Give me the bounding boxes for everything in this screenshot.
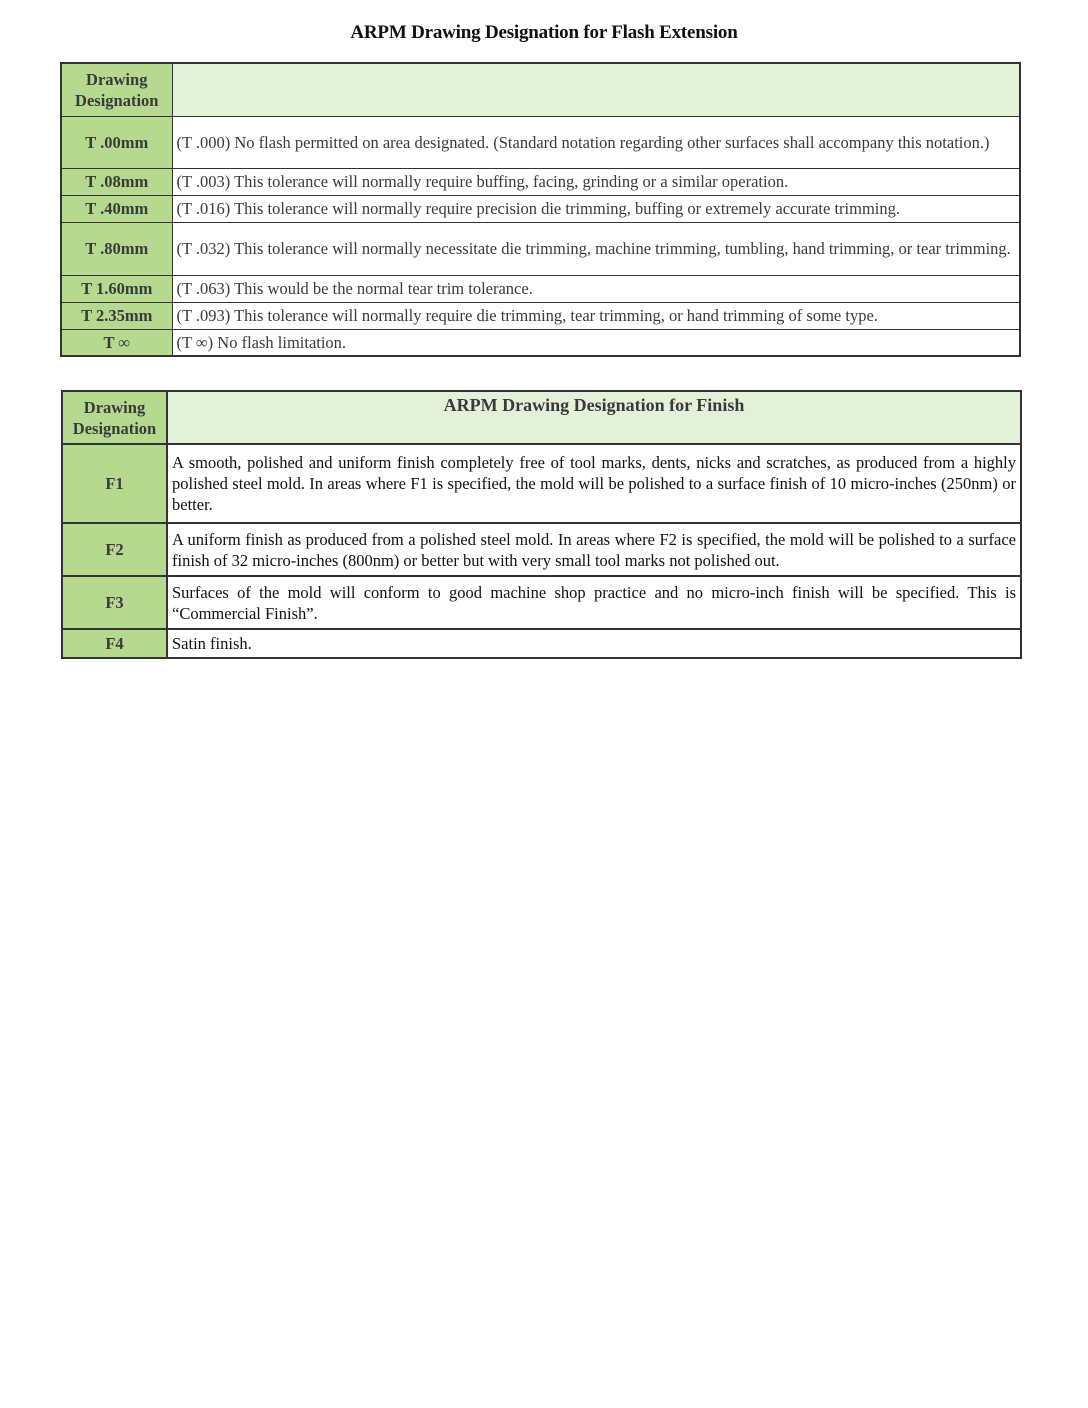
description-cell: (T .063) This would be the normal tear trim tolerance. — [172, 275, 1020, 302]
table-row — [61, 329, 1020, 356]
description-cell: A smooth, polished and uniform finish completely free of tool marks, dents, nicks and scratches, as produced from a highly polished steel mold. In areas where F1 is specified, the mold will be polished to a surface finish of 10 micro-inches (250nm) or better. — [167, 444, 1021, 523]
page-title: ARPM Drawing Designation for Flash Extension — [350, 22, 738, 43]
designation-cell: T .08mm — [61, 168, 172, 195]
designation-cell: F3 — [62, 576, 167, 629]
designation-cell: T .00mm — [61, 116, 172, 168]
description-cell: (T .093) This tolerance will normally require die trimming, tear trimming, or hand trimming of some type. — [172, 302, 1020, 329]
table-row — [61, 275, 1020, 302]
table-header-row — [62, 391, 1021, 444]
description-cell: Satin finish. — [167, 629, 1021, 658]
table-row — [61, 222, 1020, 275]
drawing-designation-header: Drawing Designation — [62, 391, 167, 444]
designation-cell: T ∞ — [61, 329, 172, 356]
description-cell: (T .032) This tolerance will normally necessitate die trimming, machine trimming, tumbling, hand trimming, or tear trimming. — [172, 222, 1020, 275]
description-cell: Surfaces of the mold will conform to good machine shop practice and no micro-inch finish will be specified. This is “Commercial Finish”. — [167, 576, 1021, 629]
designation-cell: F1 — [62, 444, 167, 523]
table-row — [62, 629, 1021, 658]
finish-table — [61, 390, 1022, 659]
table-row — [61, 302, 1020, 329]
description-cell: (T ∞) No flash limitation. — [172, 329, 1020, 356]
table-row — [62, 523, 1021, 576]
flash-extension-table — [60, 62, 1021, 357]
finish-table-title: ARPM Drawing Designation for Finish — [167, 391, 1021, 444]
description-cell: (T .000) No flash permitted on area designated. (Standard notation regarding other surfaces shall accompany this notation.) — [172, 116, 1020, 168]
table-row — [62, 576, 1021, 629]
designation-cell: F4 — [62, 629, 167, 658]
table-row — [62, 444, 1021, 523]
table-row — [61, 168, 1020, 195]
drawing-designation-header: Drawing Designation — [61, 63, 172, 116]
designation-cell: F2 — [62, 523, 167, 576]
designation-cell: T .80mm — [61, 222, 172, 275]
designation-cell: T .40mm — [61, 195, 172, 222]
description-cell: (T .016) This tolerance will normally require precision die trimming, buffing or extremely accurate trimming. — [172, 195, 1020, 222]
header-blank-cell — [172, 63, 1020, 116]
table-row — [61, 195, 1020, 222]
description-cell: A uniform finish as produced from a polished steel mold. In areas where F2 is specified, the mold will be polished to a surface finish of 32 micro-inches (800nm) or better but with very small tool marks not polished out. — [167, 523, 1021, 576]
designation-cell: T 2.35mm — [61, 302, 172, 329]
table-header-row — [61, 63, 1020, 116]
table-row — [61, 116, 1020, 168]
description-cell: (T .003) This tolerance will normally require buffing, facing, grinding or a similar operation. — [172, 168, 1020, 195]
designation-cell: T 1.60mm — [61, 275, 172, 302]
